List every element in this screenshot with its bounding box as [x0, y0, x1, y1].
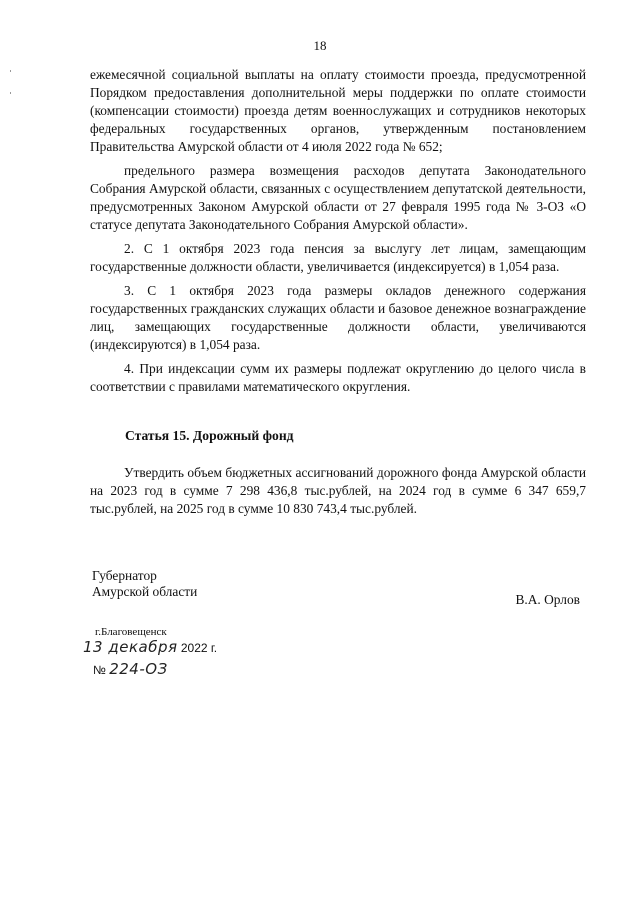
- place-of-signing: г.Благовещенск: [95, 626, 167, 638]
- number-label: №: [93, 663, 106, 677]
- body-text-top: [90, 66, 586, 402]
- handwritten-date: 13 декабря: [83, 638, 178, 656]
- signer-name: В.А. Орлов: [515, 592, 580, 607]
- date-year: 2022 г.: [180, 641, 218, 655]
- margin-mark: [10, 70, 11, 72]
- page-number: 18: [313, 38, 327, 53]
- margin-mark: [10, 92, 11, 94]
- signature-title-line2: Амурской области: [92, 584, 198, 599]
- article-15-body: [90, 464, 586, 524]
- paragraph-continuation: ежемесячной социальной выплаты на оплату стоимости проезда, предусмотренной Порядком предоставления дополнительной меры поддержки по оплате стоимости (компенсации стоимости) проезда детям военнослужащих и сотрудников некоторых федеральных государственных органов, утвержденным постановлением Правительства Амурской области от 4 июля 2022 года № 652;: [90, 67, 586, 154]
- handwritten-law-number: 224-ОЗ: [109, 660, 168, 678]
- signature-title: [92, 568, 197, 600]
- law-number-line: [93, 660, 168, 678]
- date-line: [83, 638, 217, 656]
- article-15-heading: Статья 15. Дорожный фонд: [125, 428, 294, 443]
- paragraph-2-pension: 2. С 1 октября 2023 года пенсия за выслугу лет лицам, замещающим государственные должности области, увеличивается (индексируется) в 1,054 раза.: [90, 241, 586, 274]
- paragraph-3-salaries: 3. С 1 октября 2023 года размеры окладов денежного содержания государственных гражданских служащих области и базовое денежное вознаграждение лиц, замещающих государственные должности области, увеличиваются (индексируются) в 1,054 раза.: [90, 283, 586, 352]
- paragraph-4-rounding: 4. При индексации сумм их размеры подлежат округлению до целого числа в соответствии с правилами математического округления.: [90, 361, 586, 394]
- paragraph-deputy-expenses: предельного размера возмещения расходов депутата Законодательного Собрания Амурской области, связанных с осуществлением депутатской деятельности, предусмотренных Законом Амурской области от 27 февраля 1995 года № 3-ОЗ «О статусе депутата Законодательного Собрания Амурской области».: [90, 163, 586, 232]
- paragraph-road-fund: Утвердить объем бюджетных ассигнований дорожного фонда Амурской области на 2023 год в сумме 7 298 436,8 тыс.рублей, на 2024 год в сумме 6 347 659,7 тыс.рублей, на 2025 год в сумме 10 830 743,4 тыс.рублей.: [90, 465, 586, 516]
- signature-title-line1: Губернатор: [92, 568, 157, 583]
